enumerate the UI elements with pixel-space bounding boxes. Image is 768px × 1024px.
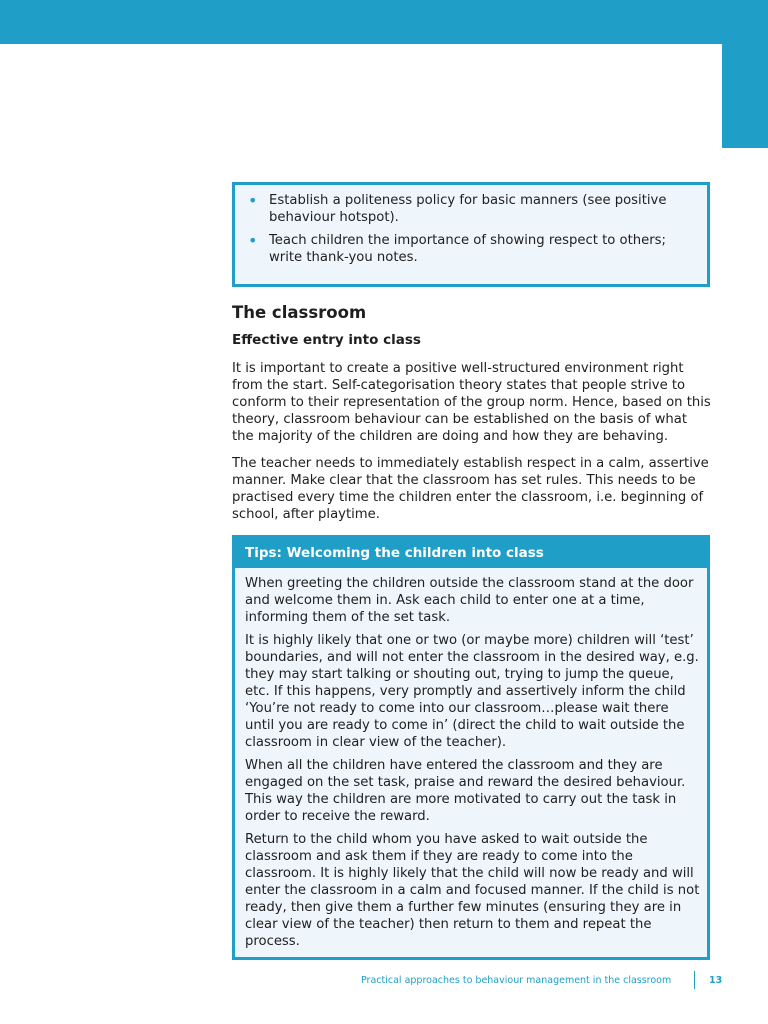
subsection-title: Effective entry into class bbox=[232, 332, 421, 348]
side-tab bbox=[722, 44, 768, 148]
tips-title: Tips: Welcoming the children into class bbox=[235, 538, 707, 568]
header-band bbox=[0, 0, 768, 44]
section-title: The classroom bbox=[232, 303, 367, 322]
tips-paragraph: Return to the child whom you have asked to wait outside the classroom and ask them if they are ready to come into the classroom. It is highly likely that the child will now be ready and will enter the classroom in a calm and focused manner. If the child is not ready, then give them a further few minutes (ensuring they are in clear view of the teacher) then return to them and repeat the process. bbox=[245, 832, 700, 949]
page-number: 13 bbox=[709, 975, 723, 986]
body-paragraph: The teacher needs to immediately establish respect in a calm, assertive manner. Make clear that the classroom has set rules. This needs to be practised every time the children enter the classroom, i.e. beginning of school, after playtime. bbox=[232, 456, 709, 522]
bullet-item: • Teach children the importance of showing respect to others; write thank-you notes. bbox=[269, 233, 697, 266]
bullet-item: • Establish a politeness policy for basic manners (see positive behaviour hotspot). bbox=[269, 193, 697, 226]
body-paragraph: It is important to create a positive well-structured environment right from the start. Self-categorisation theory states that people strive to conform to their representation of the group norm. Hence, based on this theory, classroom behaviour can be established on the basis of what the majority of the children are doing and how they are behaving. bbox=[232, 361, 711, 444]
tips-body bbox=[235, 568, 707, 950]
tips-paragraph: When all the children have entered the classroom and they are engaged on the set task, praise and reward the desired behaviour. This way the children are more motivated to carry out the task in order to receive the reward. bbox=[245, 758, 686, 824]
tips-paragraph: It is highly likely that one or two (or maybe more) children will ‘test’ boundaries, and will not enter the classroom in the desired way, e.g. they may start talking or shouting out, trying to jump the queue, etc. If this happens, very promptly and assertively inform the child ‘You’re not ready to come into our classroom…please wait there until you are ready to come in’ (direct the child to wait outside the classroom in clear view of the teacher). bbox=[245, 633, 699, 750]
tips-paragraph: When greeting the children outside the classroom stand at the door and welcome them in. Ask each child to enter one at a time, informing them of the set task. bbox=[245, 576, 694, 625]
bullet-box bbox=[232, 182, 710, 287]
bullet-list bbox=[235, 185, 707, 266]
tips-box bbox=[232, 535, 710, 960]
footer-title: Practical approaches to behaviour management in the classroom bbox=[361, 975, 672, 986]
page-corner bbox=[677, 44, 722, 89]
footer-divider bbox=[694, 971, 695, 989]
